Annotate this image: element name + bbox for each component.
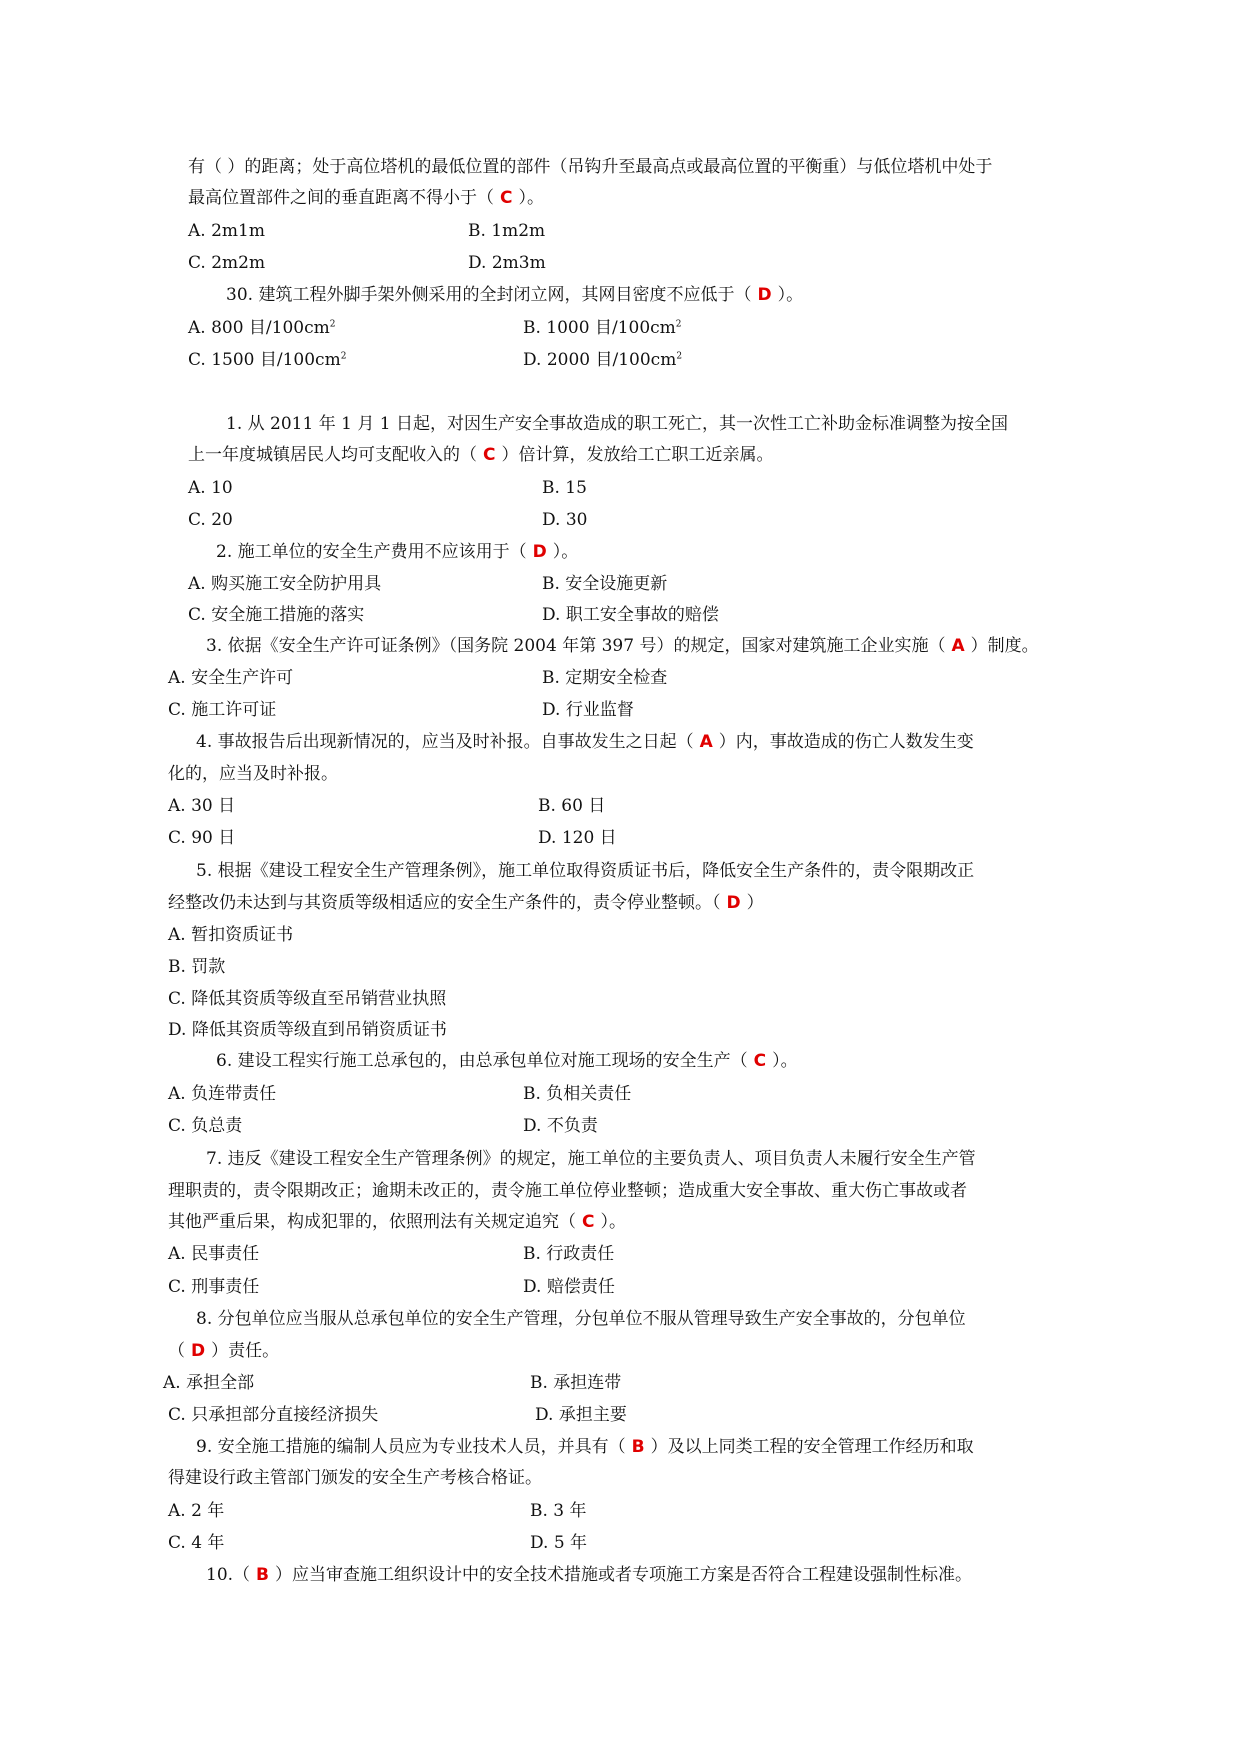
s4-option-b: B. 60 日 xyxy=(538,796,606,816)
s9-option-c: C. 4 年 xyxy=(168,1533,225,1553)
s6-answer: C xyxy=(753,1051,767,1071)
s3-option-d: D. 行业监督 xyxy=(542,700,634,720)
s8-option-d: D. 承担主要 xyxy=(535,1405,627,1425)
s9-text-line2: 得建设行政主管部门颁发的安全生产考核合格证。 xyxy=(168,1468,542,1488)
s9-answer: B xyxy=(631,1437,645,1457)
q29-text-line1: 有（ ）的距离；处于高位塔机的最低位置的部件（吊钩升至最高点或最高位置的平衡重）与低位塔机中处于 xyxy=(188,157,993,177)
s3-option-c: C. 施工许可证 xyxy=(168,700,277,720)
s9-option-b: B. 3 年 xyxy=(530,1501,587,1521)
s4-answer: A xyxy=(699,732,713,752)
s1-answer: C xyxy=(483,445,496,465)
q29-option-d: D. 2m3m xyxy=(468,253,546,273)
s4-option-d: D. 120 日 xyxy=(538,828,617,848)
s1-text-line2: 上一年度城镇居民人均可支配收入的（ C ）倍计算，发放给工亡职工近亲属。 xyxy=(188,445,774,465)
s6-option-d: D. 不负责 xyxy=(523,1116,598,1136)
q30-answer: D xyxy=(757,285,772,305)
s5-text-line1: 5. 根据《建设工程安全生产管理条例》，施工单位取得资质证书后，降低安全生产条件的，责令限期改正 xyxy=(196,861,975,881)
s6-option-b: B. 负相关责任 xyxy=(523,1084,632,1104)
q30-text: 30. 建筑工程外脚手架外侧采用的全封闭立网，其网目密度不应低于（ D ）。 xyxy=(226,285,804,305)
s2-option-b: B. 安全设施更新 xyxy=(542,574,668,594)
s7-option-d: D. 赔偿责任 xyxy=(523,1277,615,1297)
s10-text: 10.（ B ）应当审查施工组织设计中的安全技术措施或者专项施工方案是否符合工程建设强制性标准。 xyxy=(206,1565,973,1585)
s7-option-c: C. 刑事责任 xyxy=(168,1277,260,1297)
q30-option-a: A. 800 目$/100cm^2$ xyxy=(188,318,336,338)
s1-option-b: B. 15 xyxy=(542,478,587,498)
s5-option-d: D. 降低其资质等级直到吊销资质证书 xyxy=(168,1020,447,1040)
s7-option-a: A. 民事责任 xyxy=(168,1244,260,1264)
s7-text-line1: 7. 违反《建设工程安全生产管理条例》的规定，施工单位的主要负责人、项目负责人未履行安全生产管 xyxy=(206,1149,976,1169)
s8-text-line1: 8. 分包单位应当服从总承包单位的安全生产管理，分包单位不服从管理导致生产安全事故的，分包单位 xyxy=(196,1309,966,1329)
s1-option-d: D. 30 xyxy=(542,510,588,530)
s6-text: 6. 建设工程实行施工总承包的，由总承包单位对施工现场的安全生产（ C ）。 xyxy=(216,1051,798,1071)
s3-text: 3. 依据《安全生产许可证条例》（国务院 2004 年第 397 号）的规定，国家对建筑施工企业实施（ A ）制度。 xyxy=(206,636,1039,656)
s8-option-c: C. 只承担部分直接经济损失 xyxy=(168,1405,379,1425)
s10-answer: B xyxy=(256,1565,270,1585)
s6-option-a: A. 负连带责任 xyxy=(168,1084,277,1104)
q30-option-d: D. 2000 目$/100cm^2$ xyxy=(523,350,683,370)
s1-option-c: C. 20 xyxy=(188,510,233,530)
s8-answer: D xyxy=(191,1341,206,1361)
s4-text-line2: 化的，应当及时补报。 xyxy=(168,764,338,784)
q29-option-c: C. 2m2m xyxy=(188,253,266,273)
s1-option-a: A. 10 xyxy=(188,478,233,498)
s4-text-line1: 4. 事故报告后出现新情况的，应当及时补报。自事故发生之日起（ A ）内，事故造成的伤亡人数发生变 xyxy=(196,732,974,752)
q29-answer: C xyxy=(500,188,513,208)
q29-option-b: B. 1m2m xyxy=(468,221,546,241)
s7-option-b: B. 行政责任 xyxy=(523,1244,615,1264)
s4-option-a: A. 30 日 xyxy=(168,796,236,816)
s8-option-b: B. 承担连带 xyxy=(530,1373,622,1393)
s9-option-d: D. 5 年 xyxy=(530,1533,588,1553)
s7-text-line3: 其他严重后果，构成犯罪的，依照刑法有关规定追究（ C ）。 xyxy=(168,1212,626,1232)
s5-answer: D xyxy=(726,893,741,913)
s4-option-c: C. 90 日 xyxy=(168,828,236,848)
s2-answer: D xyxy=(532,542,547,562)
s8-option-a: A. 承担全部 xyxy=(163,1373,255,1393)
q30-option-c: C. 1500 目$/100cm^2$ xyxy=(188,350,347,370)
s9-option-a: A. 2 年 xyxy=(168,1501,225,1521)
s3-option-a: A. 安全生产许可 xyxy=(168,668,294,688)
s2-option-d: D. 职工安全事故的赔偿 xyxy=(542,605,719,625)
q29-text-line2: 最高位置部件之间的垂直距离不得小于（ C ）。 xyxy=(188,188,544,208)
s7-text-line2: 理职责的，责令限期改正；逾期未改正的，责令施工单位停业整顿；造成重大安全事故、重大伤亡事故或者 xyxy=(168,1181,967,1201)
s1-text-line1: 1. 从 2011 年 1 月 1 日起，对因生产安全事故造成的职工死亡，其一次性工亡补助金标准调整为按全国 xyxy=(226,414,1008,434)
s7-answer: C xyxy=(582,1212,595,1232)
s2-option-a: A. 购买施工安全防护用具 xyxy=(188,574,382,594)
s5-option-a: A. 暂扣资质证书 xyxy=(168,925,294,945)
s2-text: 2. 施工单位的安全生产费用不应该用于（ D ）。 xyxy=(216,542,579,562)
s6-option-c: C. 负总责 xyxy=(168,1116,243,1136)
s3-answer: A xyxy=(951,636,965,656)
s2-option-c: C. 安全施工措施的落实 xyxy=(188,605,365,625)
s5-text-line2: 经整改仍未达到与其资质等级相适应的安全生产条件的，责令停业整顿。（ D ） xyxy=(168,893,764,913)
s3-option-b: B. 定期安全检查 xyxy=(542,668,668,688)
q29-option-a: A. 2m1m xyxy=(188,221,265,241)
q30-option-b: B. 1000 目$/100cm^2$ xyxy=(523,318,682,338)
s5-option-b: B. 罚款 xyxy=(168,957,226,977)
s5-option-c: C. 降低其资质等级直至吊销营业执照 xyxy=(168,989,447,1009)
s9-text-line1: 9. 安全施工措施的编制人员应为专业技术人员，并具有（ B ）及以上同类工程的安全管理工作经历和取 xyxy=(196,1437,974,1457)
s8-text-line2: （ D ）责任。 xyxy=(168,1341,280,1361)
